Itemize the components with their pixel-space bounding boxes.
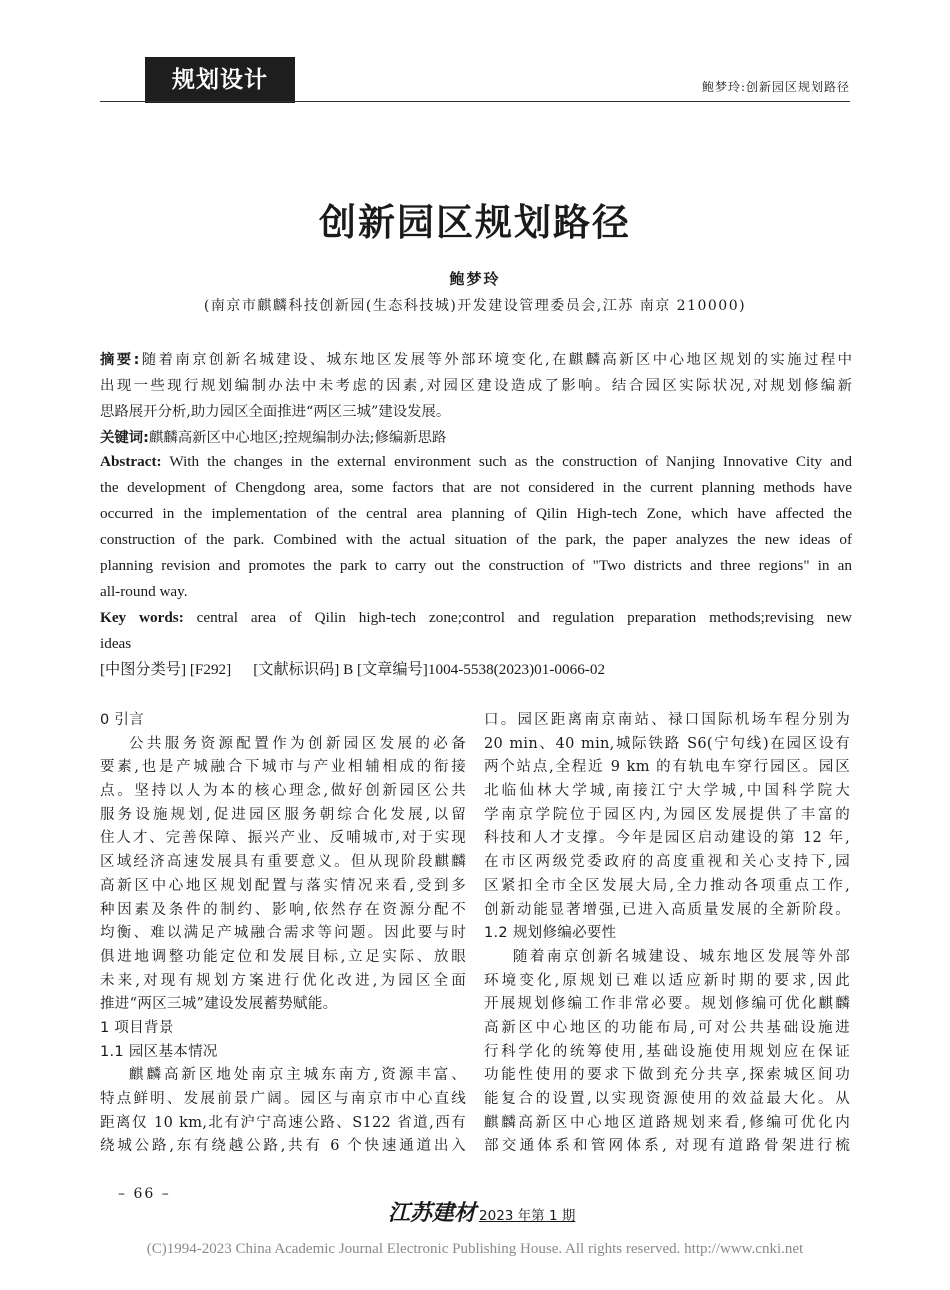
body-column-left (100, 709, 466, 1159)
page-number: – 66 – (118, 1186, 171, 1202)
author-name: 鲍梦玲 (449, 270, 501, 288)
body-line: 行科学化的统筹使用,基础设施使用规划应在保证 (484, 1043, 850, 1060)
section-heading: 1 项目背景 (100, 1019, 174, 1036)
body-line: 麒麟高新区中心地区道路规划来看,修编可优化内 (484, 1114, 850, 1131)
body-line: 绕城公路,东有绕越公路,共有 6 个快速通道出入 (100, 1138, 466, 1155)
body-line: 区域经济高速发展具有重要意义。但从现阶段麒麟 (100, 854, 466, 871)
body-line: 特点鲜明、发展前景广阔。园区与南京市中心直线 (100, 1091, 466, 1107)
body-line: 均衡、难以满足产城融合需求等问题。因此要与时 (100, 925, 466, 942)
body-line: 两个站点,全程近 9 km 的有轨电车穿行园区。园区 (484, 759, 850, 776)
keywords-cn-text: 麒麟高新区中心地区;控规编制办法;修编新思路 (148, 430, 447, 446)
abstract-en-line (100, 449, 852, 475)
body-line: 要素,也是产城融合下城市与产业相辅相成的衔接 (100, 759, 466, 776)
body-line: 区紧扣全市全区发展大局,全力推动各项重点工作, (484, 877, 850, 894)
classification-line (100, 657, 852, 683)
abstract-cn-text: 随着南京创新名城建设、城东地区发展等外部环境变化,在麒麟高新区中心地区规划的实施过程中 (139, 352, 852, 368)
running-head: 鲍梦玲:创新园区规划路径 (701, 80, 850, 94)
author-affiliation: (南京市麒麟科技创新园(生态科技城)开发建设管理委员会,江苏 南京 210000) (203, 298, 747, 314)
body-line: 20 min、40 min,城际铁路 S6(宁句线)在园区设有 (484, 735, 850, 752)
body-line: 俱进地调整功能定位和发展目标,立足实际、放眼 (100, 948, 466, 965)
abstract-en-label: Abstract: (100, 453, 162, 470)
abstract-en-line: all-round way. (100, 583, 188, 600)
journal-logo: 江苏建材 (388, 1200, 477, 1226)
abstract-en-line: planning revision and promotes the park to carry out the construction of "Two districts and three regions" in an (100, 557, 852, 574)
body-line: 种因素及条件的制约、影响,依然存在资源分配不 (100, 901, 466, 918)
body-line: 服务设施规划,促进园区服务朝综合化发展,以留 (100, 806, 466, 823)
body-line: 北临仙林大学城,南接江宁大学城,中国科学院大 (484, 783, 850, 800)
body-line: 科技和人才支撑。今年是园区启动建设的第 12 年, (484, 830, 850, 847)
keywords-en-label: Key words: (100, 609, 184, 626)
journal-footer (388, 1196, 575, 1227)
section-heading: 1.2 规划修编必要性 (484, 925, 617, 942)
abstract-cn-line: 出现一些现行规划编制办法中未考虑的因素,对园区建设造成了影响。结合园区实际状况,对规划修编新 (100, 378, 852, 394)
doc-code-label: [文献标识码] (253, 661, 340, 678)
body-line: 未来,对现有规划方案进行优化改进,为园区全面 (100, 972, 466, 989)
body-line: 口。园区距离南京南站、禄口国际机场车程分别为 (484, 712, 850, 728)
doc-code-value: B (339, 661, 357, 678)
body-line: 推进“两区三城”建设发展蓄势赋能。 (100, 996, 338, 1013)
abstract-en (100, 449, 852, 683)
body-line: 高新区中心地区规划配置与落实情况来看,受到多 (100, 877, 466, 894)
body-line: 住人才、完善保障、振兴产业、反哺城市,对于实现 (100, 830, 466, 847)
body-line: 高新区中心地区的功能布局,可对公共基础设施进 (484, 1019, 850, 1036)
section-heading: 0 引言 (100, 712, 145, 728)
body-line: 功能性使用的要求下做到充分共享,探索城区间功 (484, 1067, 850, 1084)
keywords-en-line: ideas (100, 635, 132, 652)
body-line: 环境变化,原规划已难以适应新时期的要求,因此 (484, 972, 850, 989)
body-column-right (484, 709, 850, 1159)
section-tag: 规划设计 (145, 57, 295, 103)
abstract-cn (100, 347, 852, 451)
body-line: 公共服务资源配置作为创新园区发展的必备 (129, 735, 466, 752)
keywords-cn (100, 425, 852, 451)
abstract-en-line: the development of Chengdong area, some factors that are not considered in the current planning methods have (100, 479, 852, 496)
keywords-en (100, 605, 852, 631)
keywords-en-text: central area of Qilin high-tech zone;control and regulation preparation methods;revising new (183, 609, 852, 626)
journal-issue: 2023 年第 1 期 (479, 1208, 576, 1224)
article-no-label: [文章编号] (357, 661, 428, 678)
body-line: 部交通体系和管网体系, 对现有道路骨架进行梳 (484, 1138, 850, 1155)
body-line: 距离仅 10 km,北有沪宁高速公路、S122 省道,西有 (100, 1114, 466, 1131)
keywords-cn-label: 关键词: (100, 430, 149, 446)
body-line: 随着南京创新名城建设、城东地区发展等外部 (513, 948, 850, 965)
abstract-cn-line (100, 347, 852, 373)
clc-label: [中图分类号] (100, 661, 187, 678)
abstract-cn-line: 思路展开分析,助力园区全面推进“两区三城”建设发展。 (100, 404, 451, 420)
body-line: 创新动能显著增强,已进入高质量发展的全新阶段。 (484, 901, 850, 918)
section-heading: 1.1 园区基本情况 (100, 1043, 218, 1060)
abstract-en-line: occurred in the implementation of the central area planning of Qilin High-tech Zone, which have affected the (100, 505, 852, 522)
body-line: 在市区两级党委政府的高度重视和关心支持下,园 (484, 854, 850, 871)
abstract-en-line: construction of the park. Combined with the actual situation of the park, the paper analyzes the new ideas of (100, 531, 852, 548)
article-no-value: 1004-5538(2023)01-0066-02 (427, 661, 606, 678)
body-line: 点。坚持以人为本的核心理念,做好创新园区公共 (100, 783, 466, 800)
header-rule (100, 101, 850, 102)
body-line: 麒麟高新区地处南京主城东南方,资源丰富、 (129, 1067, 466, 1084)
body-line: 开展规划修编工作非常必要。规划修编可优化麒麟 (484, 996, 850, 1013)
body-line: 能复合的设置,以实现资源使用的效益最大化。从 (484, 1091, 850, 1107)
abstract-cn-label: 摘要: (100, 352, 140, 368)
body-line: 学南京学院位于园区内,为园区发展提供了丰富的 (484, 806, 850, 823)
copyright-notice: (C)1994-2023 China Academic Journal Electronic Publishing House. All rights reserved. http://www.cnki.net (146, 1241, 804, 1257)
abstract-en-text: With the changes in the external environment such as the construction of Nanjing Innovative City and (161, 453, 852, 470)
clc-value: [F292] (186, 661, 232, 678)
paper-title: 创新园区规划路径 (319, 200, 631, 244)
